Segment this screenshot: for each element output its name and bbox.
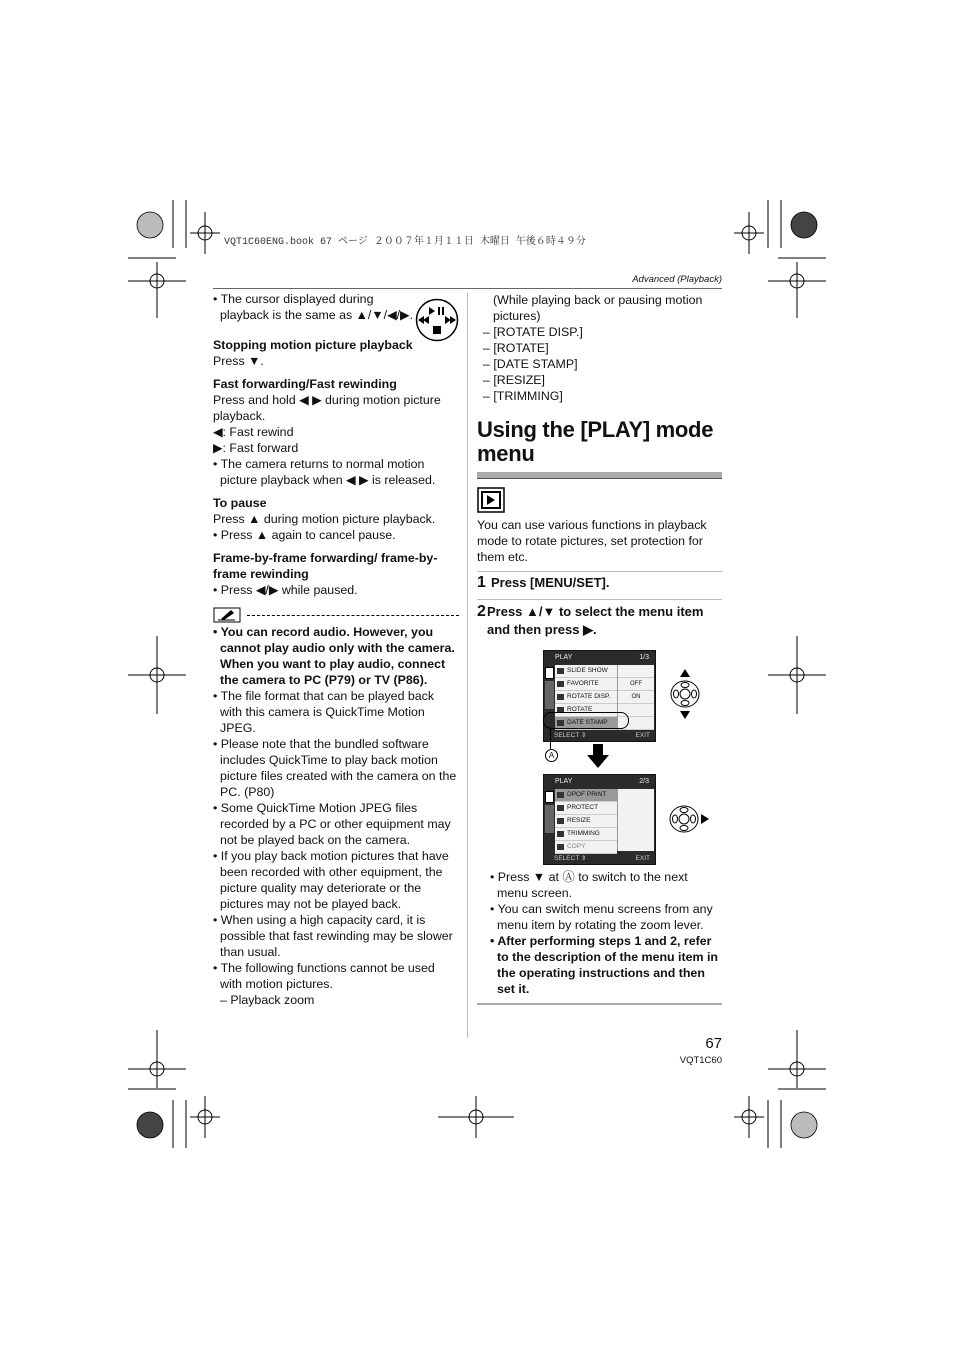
rotate-disp-icon	[557, 694, 564, 700]
menu-item-rotate[interactable]: ROTATE	[555, 704, 617, 717]
section-label: Advanced (Playback)	[632, 274, 722, 285]
stop-text: Press ▼.	[213, 354, 264, 368]
ff-text: Press and hold ◀ ▶ during motion picture playback.	[213, 393, 441, 423]
screen2-exit: EXIT	[635, 855, 650, 862]
section-heading	[477, 418, 722, 479]
screen1-tabs	[545, 667, 554, 709]
pause-text: Press ▲ during motion picture playback.	[213, 512, 436, 526]
menu-item-date-stamp[interactable]: DATE STAMP	[555, 717, 617, 730]
note-audio: • You can record audio. However, you cannot play audio only with the camera. When you want to play audio, connect the camera to PC (P79) or TV (P86).	[213, 624, 459, 688]
model-code: VQT1C60	[679, 1055, 722, 1066]
slide-show-icon	[557, 668, 564, 674]
star-icon	[557, 681, 564, 687]
screen2-tabs	[545, 791, 554, 833]
frame-note: • Press ◀/▶ while paused.	[213, 582, 459, 598]
stop-title: Stopping motion picture playback	[213, 338, 413, 352]
pause-title: To pause	[213, 496, 267, 510]
top-rule	[213, 288, 722, 289]
step1-rule	[477, 571, 722, 572]
screen1-header: PLAY	[555, 654, 573, 661]
setup-tab-icon-2	[545, 805, 554, 833]
copy-icon	[557, 844, 564, 850]
frame-title: Frame-by-frame forwarding/ frame-by-frame rewinding	[213, 551, 438, 581]
playback-mode-icon	[477, 487, 505, 513]
ff-note: • The camera returns to normal motion picture playback when ◀ ▶ is released.	[213, 456, 459, 488]
page-title: Using the [PLAY] mode menu	[477, 417, 714, 466]
note-format: • The file format that can be played back with this camera is QuickTime Motion JPEG.	[213, 688, 459, 736]
step2-number: 2	[477, 603, 486, 620]
screen2-select: SELECT ⇕	[554, 855, 587, 862]
bottom-rule	[477, 1003, 722, 1005]
selection-oval	[543, 712, 629, 729]
menu-item-trimming[interactable]: TRIMMING	[555, 828, 617, 841]
menu-item-slide-show[interactable]: SLIDE SHOW	[555, 665, 617, 678]
bullet-zoom-lever: • You can switch menu screens from any menu item by rotating the zoom lever.	[490, 901, 722, 933]
ff-rewind: ◀: Fast rewind	[213, 425, 294, 439]
play-menu-screen-2	[543, 774, 656, 865]
step1-number: 1	[477, 574, 486, 591]
dpad-up-down-icon	[668, 668, 702, 720]
value-rotate-disp: ON	[618, 691, 654, 704]
note-header	[213, 606, 459, 624]
screen1-exit: EXIT	[635, 732, 650, 739]
bottom-bullets	[490, 869, 722, 997]
screen1-page: 1/3	[639, 654, 649, 661]
menu-item-protect[interactable]: PROTECT	[555, 802, 617, 815]
play-tab-icon-2	[545, 791, 554, 803]
step2-rule	[477, 599, 722, 600]
ff-forward: ▶: Fast forward	[213, 441, 299, 455]
dpad-right-icon	[668, 803, 710, 835]
play-tab-icon	[545, 667, 554, 679]
setup-tab-icon	[545, 681, 554, 709]
screen1-select: SELECT ⇕	[554, 732, 587, 739]
note-icon	[213, 607, 241, 623]
note-quality: • If you play back motion pictures that have been recorded with other equipment, the picture quality may deteriorate or the pictures may not be played back.	[213, 848, 459, 912]
step2-text: Press ▲/▼ to select the menu item and then press ▶.	[486, 604, 704, 637]
title-rule	[477, 472, 722, 479]
cont-item-resize: – [RESIZE]	[483, 373, 545, 387]
column-rule	[467, 293, 468, 1038]
marker-a-line	[550, 727, 551, 749]
key-icon	[557, 805, 564, 811]
left-column	[213, 291, 459, 1008]
cont-item-trimming: – [TRIMMING]	[483, 389, 563, 403]
note-dashed-line	[247, 615, 459, 616]
cont-item-rotate: – [ROTATE]	[483, 341, 549, 355]
cursor-note: • The cursor displayed during playback is the same as ▲/▼/◀/▶.	[213, 291, 415, 323]
dpof-print-icon	[557, 792, 564, 798]
note-card: • When using a high capacity card, it is possible that fast rewinding may be slower than usual.	[213, 912, 459, 960]
scissors-icon	[557, 831, 564, 837]
bullet-press-down: • Press ▼ at Ⓐ to switch to the next menu screen.	[490, 869, 722, 901]
pause-note: • Press ▲ again to cancel pause.	[213, 527, 459, 543]
menu-item-dpof-print[interactable]: DPOF PRINT	[555, 789, 617, 802]
bullet-after-steps: • After performing steps 1 and 2, refer to the description of the menu item in the operating instructions and then set it.	[490, 933, 722, 997]
screen2-values	[617, 789, 654, 851]
menu-item-favorite[interactable]: FAVORITE	[555, 678, 617, 691]
step1-text: Press [MENU/SET].	[491, 575, 610, 590]
marker-a: A	[545, 749, 558, 762]
continued-note: (While playing back or pausing motion pictures)	[493, 293, 703, 323]
intro-text: You can use various functions in playback mode to rotate pictures, set protection for them etc.	[477, 518, 707, 564]
note-bundled: • Please note that the bundled software includes QuickTime to play back motion picture files created with the camera on the PC. (P80)	[213, 736, 459, 800]
step-1	[477, 574, 722, 592]
intro-block	[477, 517, 722, 639]
note-other-files: • Some QuickTime Motion JPEG files recorded by a PC or other equipment may not be played back on the camera.	[213, 800, 459, 848]
right-column	[477, 292, 722, 404]
menu-item-copy[interactable]: COPY	[555, 841, 617, 854]
screen2-menu	[555, 789, 617, 854]
down-arrow-icon	[586, 743, 610, 769]
note-functions: • The following functions cannot be used with motion pictures.	[213, 960, 459, 992]
cont-item-date-stamp: – [DATE STAMP]	[483, 357, 578, 371]
cont-item-rotate-disp: – [ROTATE DISP.]	[483, 325, 583, 339]
step-2	[477, 603, 722, 639]
screen2-page: 2/3	[639, 778, 649, 785]
ff-title: Fast forwarding/Fast rewinding	[213, 377, 397, 391]
header-meta: VQT1C60ENG.book 67 ページ ２００７年１月１１日 木曜日 午後６時４９分	[224, 237, 586, 248]
menu-item-rotate-disp[interactable]: ROTATE DISP.	[555, 691, 617, 704]
value-favorite: OFF	[618, 678, 654, 691]
resize-icon	[557, 818, 564, 824]
playback-zoom: – Playback zoom	[220, 993, 315, 1007]
value-slide-show	[618, 665, 654, 678]
menu-item-resize[interactable]: RESIZE	[555, 815, 617, 828]
page-number: 67	[705, 1035, 722, 1052]
screen2-header: PLAY	[555, 778, 573, 785]
